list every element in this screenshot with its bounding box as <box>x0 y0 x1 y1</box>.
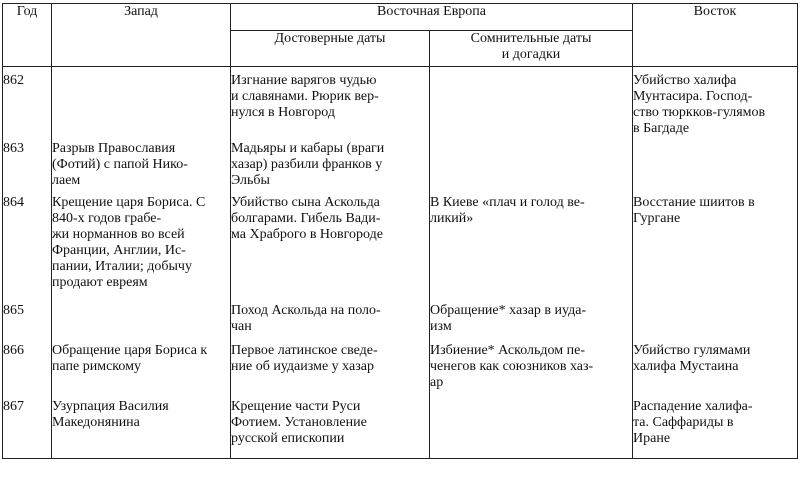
west-cell <box>52 67 231 141</box>
west-cell: Обращение царя Бориса к папе римскому <box>52 343 231 399</box>
reliable-cell: Убийство сына Аскольда болгарами. Гибель Вади- ма Храброго в Новгороде <box>231 195 430 303</box>
table-row <box>3 195 798 303</box>
chronology-table <box>2 3 798 459</box>
reliable-cell: Мадьяры и кабары (враги хазар) разбили франков у Эльбы <box>231 141 430 195</box>
east-cell: Распадение халифа- та. Саффариды в Иране <box>633 399 798 459</box>
doubtful-cell: В Киеве «плач и голод ве- ликий» <box>430 195 633 303</box>
year-cell: 866 <box>3 343 52 399</box>
year-cell: 863 <box>3 141 52 195</box>
header-doubtful-dates: Сомнительные даты и догадки <box>430 31 633 67</box>
header-east: Восток <box>633 4 798 67</box>
west-cell: Крещение царя Бориса. С 840-х годов грабе- жи норманнов во всей Франции, Англии, Ис- пании, Италии; добычу продают евреям <box>52 195 231 303</box>
header-eastern-europe: Восточная Европа <box>231 4 633 31</box>
doubtful-cell: Обращение* хазар в иуда- изм <box>430 303 633 343</box>
table-row <box>3 141 798 195</box>
east-cell <box>633 141 798 195</box>
reliable-cell: Поход Аскольда на поло- чан <box>231 303 430 343</box>
doubtful-cell: Избиение* Аскольдом пе- ченегов как союзников хаз- ар <box>430 343 633 399</box>
reliable-cell: Первое латинское сведе- ние об иудаизме у хазар <box>231 343 430 399</box>
east-cell: Убийство халифа Мунтасира. Господ- ство тюркков-гулямов в Багдаде <box>633 67 798 141</box>
header-year: Год <box>3 4 52 67</box>
year-cell: 865 <box>3 303 52 343</box>
table-body <box>3 67 798 459</box>
west-cell: Разрыв Православия (Фотий) с папой Нико- лаем <box>52 141 231 195</box>
year-cell: 867 <box>3 399 52 459</box>
table-row <box>3 399 798 459</box>
east-cell <box>633 303 798 343</box>
west-cell: Узурпация Василия Македонянина <box>52 399 231 459</box>
reliable-cell: Крещение части Руси Фотием. Установление русской епископии <box>231 399 430 459</box>
east-cell: Убийство гулямами халифа Мустаина <box>633 343 798 399</box>
doubtful-cell <box>430 399 633 459</box>
year-cell: 862 <box>3 67 52 141</box>
table-row <box>3 303 798 343</box>
east-cell: Восстание шиитов в Гургане <box>633 195 798 303</box>
reliable-cell: Изгнание варягов чудью и славянами. Рюрик вер- нулся в Новгород <box>231 67 430 141</box>
table-row <box>3 67 798 141</box>
west-cell <box>52 303 231 343</box>
doubtful-cell <box>430 141 633 195</box>
header-reliable-dates: Достоверные даты <box>231 31 430 67</box>
table-row <box>3 343 798 399</box>
header-west: Запад <box>52 4 231 67</box>
year-cell: 864 <box>3 195 52 303</box>
doubtful-cell <box>430 67 633 141</box>
